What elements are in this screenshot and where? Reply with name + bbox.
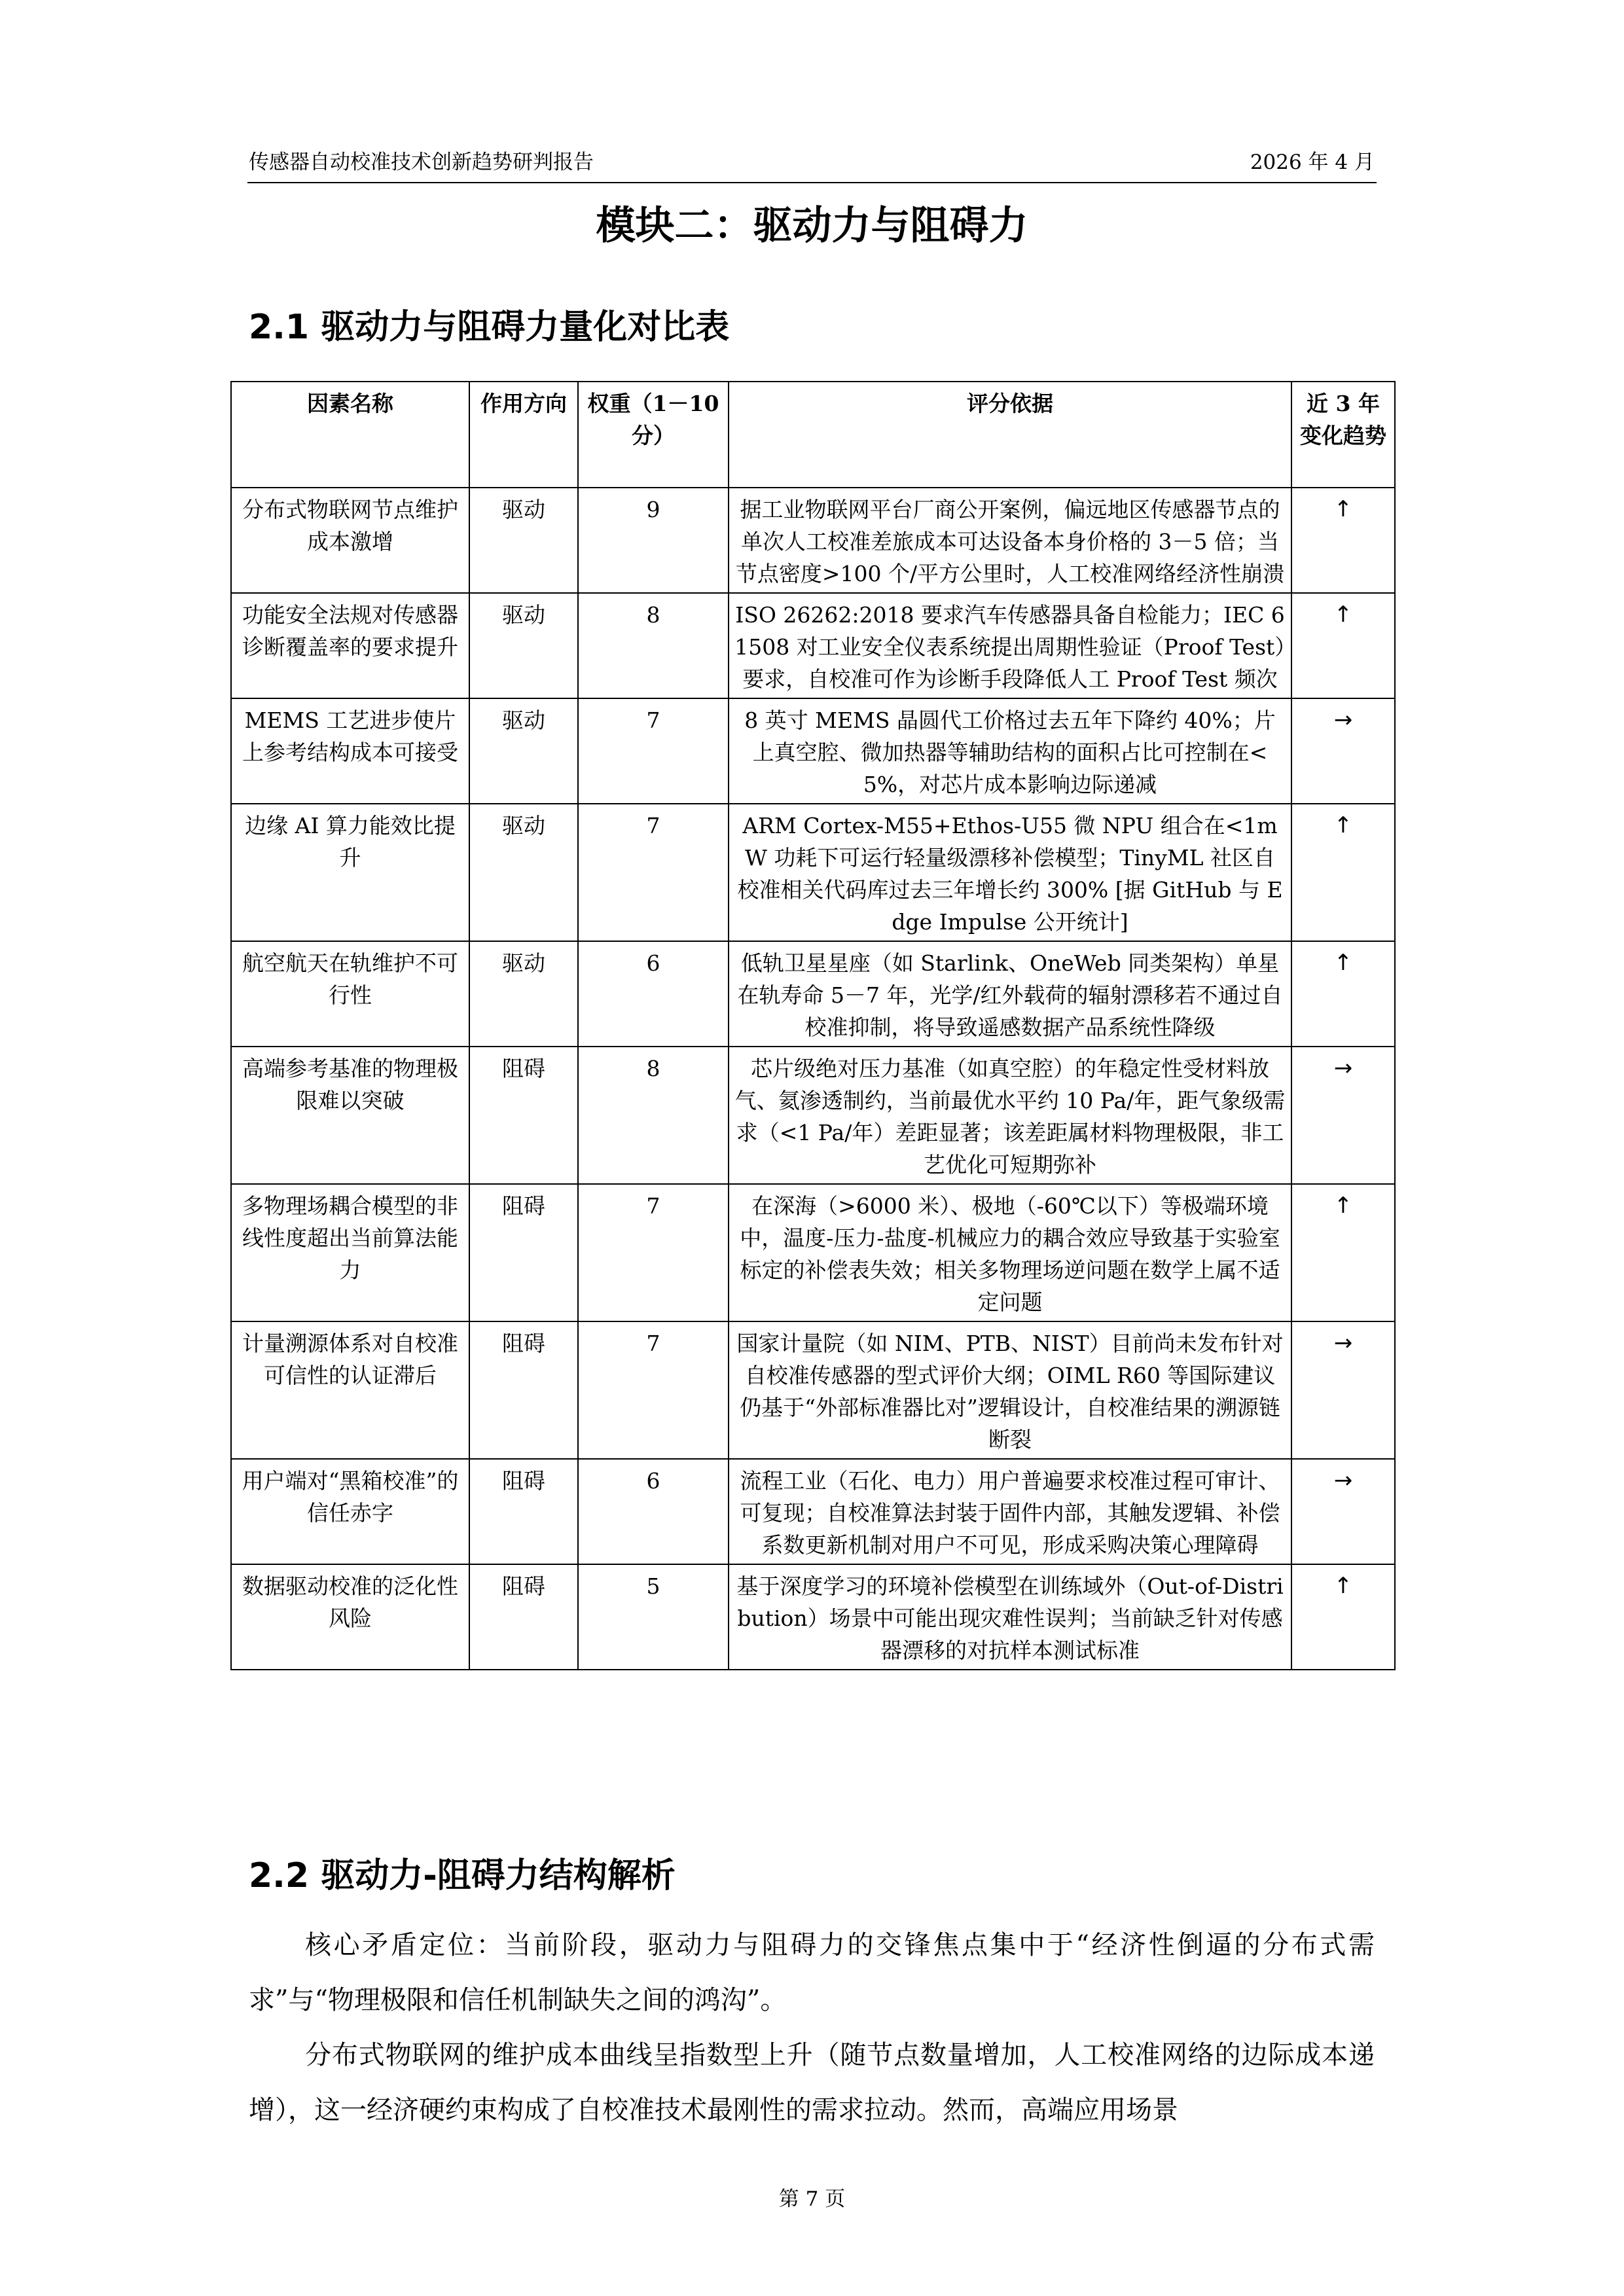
table-row [231, 1564, 1395, 1670]
header-trend: 近 3 年变化趋势 [1291, 382, 1395, 488]
trend-arrow-icon: ↑ [1291, 488, 1395, 593]
table-row [231, 1321, 1395, 1459]
section-heading-2-2: 2.2 驱动力-阻碍力结构解析 [249, 1856, 676, 1895]
table-row [231, 593, 1395, 698]
trend-arrow-icon: → [1291, 1321, 1395, 1459]
factor-basis: 8 英寸 MEMS 晶圆代工价格过去五年下降约 40%；片上真空腔、微加热器等辅助结构的面积占比可控制在<5%，对芯片成本影响边际递减 [729, 698, 1291, 804]
factor-weight: 7 [578, 1321, 729, 1459]
table-row [231, 804, 1395, 941]
header-factor-name: 因素名称 [231, 382, 469, 488]
factor-basis: ARM Cortex-M55+Ethos-U55 微 NPU 组合在<1mW 功耗下可运行轻量级漂移补偿模型；TinyML 社区自校准相关代码库过去三年增长约 300% [据 GitHub 与 Edge Impulse 公开统计] [729, 804, 1291, 941]
header-weight: 权重（1－10分） [578, 382, 729, 488]
factor-weight: 5 [578, 1564, 729, 1670]
factor-basis: 流程工业（石化、电力）用户普遍要求校准过程可审计、可复现；自校准算法封装于固件内部，其触发逻辑、补偿系数更新机制对用户不可见，形成采购决策心理障碍 [729, 1459, 1291, 1564]
factor-name: 计量溯源体系对自校准可信性的认证滞后 [231, 1321, 469, 1459]
factor-direction: 阻碍 [469, 1564, 578, 1670]
table-header-row [231, 382, 1395, 488]
table-row [231, 1184, 1395, 1321]
body-paragraph: 核心矛盾定位：当前阶段，驱动力与阻碍力的交锋焦点集中于“经济性倒逼的分布式需求”与“物理极限和信任机制缺失之间的鸿沟”。 [249, 1930, 1375, 2015]
trend-arrow-icon: ↑ [1291, 941, 1395, 1047]
header-direction: 作用方向 [469, 382, 578, 488]
factor-name: 分布式物联网节点维护成本激增 [231, 488, 469, 593]
page-number: 第 7 页 [778, 2187, 846, 2211]
table-row [231, 941, 1395, 1047]
factor-direction: 阻碍 [469, 1047, 578, 1184]
factor-weight: 6 [578, 1459, 729, 1564]
table-row [231, 1459, 1395, 1564]
factor-weight: 9 [578, 488, 729, 593]
header-rule [247, 182, 1377, 183]
factor-weight: 8 [578, 593, 729, 698]
factor-basis: 低轨卫星星座（如 Starlink、OneWeb 同类架构）单星在轨寿命 5－7 年，光学/红外载荷的辐射漂移若不通过自校准抑制，将导致遥感数据产品系统性降级 [729, 941, 1291, 1047]
factor-weight: 7 [578, 804, 729, 941]
factor-direction: 阻碍 [469, 1459, 578, 1564]
factor-direction: 驱动 [469, 698, 578, 804]
factor-direction: 驱动 [469, 941, 578, 1047]
trend-arrow-icon: ↑ [1291, 804, 1395, 941]
table-row [231, 698, 1395, 804]
factor-name: 数据驱动校准的泛化性风险 [231, 1564, 469, 1670]
factor-direction: 阻碍 [469, 1184, 578, 1321]
factor-basis: 基于深度学习的环境补偿模型在训练域外（Out-of-Distribution）场景中可能出现灾难性误判；当前缺乏针对传感器漂移的对抗样本测试标准 [729, 1564, 1291, 1670]
header-basis: 评分依据 [729, 382, 1291, 488]
factor-basis: 芯片级绝对压力基准（如真空腔）的年稳定性受材料放气、氦渗透制约，当前最优水平约 10 Pa/年，距气象级需求（<1 Pa/年）差距显著；该差距属材料物理极限，非工艺优化可短期弥补 [729, 1047, 1291, 1184]
factor-basis: ISO 26262:2018 要求汽车传感器具备自检能力；IEC 61508 对工业安全仪表系统提出周期性验证（Proof Test）要求，自校准可作为诊断手段降低人工 Proof Test 频次 [729, 593, 1291, 698]
factor-name: 功能安全法规对传感器诊断覆盖率的要求提升 [231, 593, 469, 698]
trend-arrow-icon: → [1291, 1459, 1395, 1564]
factor-name: 边缘 AI 算力能效比提升 [231, 804, 469, 941]
trend-arrow-icon: ↑ [1291, 1184, 1395, 1321]
trend-arrow-icon: → [1291, 1047, 1395, 1184]
factor-comparison-table [230, 381, 1396, 1670]
factor-basis: 据工业物联网平台厂商公开案例，偏远地区传感器节点的单次人工校准差旅成本可达设备本身价格的 3－5 倍；当节点密度>100 个/平方公里时，人工校准网络经济性崩溃 [729, 488, 1291, 593]
factor-direction: 驱动 [469, 593, 578, 698]
factor-direction: 驱动 [469, 488, 578, 593]
factor-weight: 8 [578, 1047, 729, 1184]
trend-arrow-icon: → [1291, 698, 1395, 804]
module-title: 模块二：驱动力与阻碍力 [596, 203, 1028, 249]
factor-name: MEMS 工艺进步使片上参考结构成本可接受 [231, 698, 469, 804]
factor-direction: 驱动 [469, 804, 578, 941]
table-row [231, 488, 1395, 593]
section-heading-2-1: 2.1 驱动力与阻碍力量化对比表 [249, 308, 730, 347]
factor-name: 用户端对“黑箱校准”的信任赤字 [231, 1459, 469, 1564]
factor-basis: 在深海（>6000 米）、极地（-60℃以下）等极端环境中，温度-压力-盐度-机械应力的耦合效应导致基于实验室标定的补偿表失效；相关多物理场逆问题在数学上属不适定问题 [729, 1184, 1291, 1321]
factor-weight: 7 [578, 698, 729, 804]
factor-basis: 国家计量院（如 NIM、PTB、NIST）目前尚未发布针对自校准传感器的型式评价大纲；OIML R60 等国际建议仍基于“外部标准器比对”逻辑设计，自校准结果的溯源链断裂 [729, 1321, 1291, 1459]
factor-name: 多物理场耦合模型的非线性度超出当前算法能力 [231, 1184, 469, 1321]
trend-arrow-icon: ↑ [1291, 1564, 1395, 1670]
running-header-date: 2026 年 4 月 [1250, 151, 1375, 174]
body-paragraph: 分布式物联网的维护成本曲线呈指数型上升（随节点数量增加，人工校准网络的边际成本递增），这一经济硬约束构成了自校准技术最刚性的需求拉动。然而，高端应用场景 [249, 2040, 1375, 2125]
running-header-title: 传感器自动校准技术创新趋势研判报告 [249, 151, 594, 174]
factor-direction: 阻碍 [469, 1321, 578, 1459]
factor-name: 航空航天在轨维护不可行性 [231, 941, 469, 1047]
factor-name: 高端参考基准的物理极限难以突破 [231, 1047, 469, 1184]
factor-weight: 6 [578, 941, 729, 1047]
factor-weight: 7 [578, 1184, 729, 1321]
table-row [231, 1047, 1395, 1184]
trend-arrow-icon: ↑ [1291, 593, 1395, 698]
